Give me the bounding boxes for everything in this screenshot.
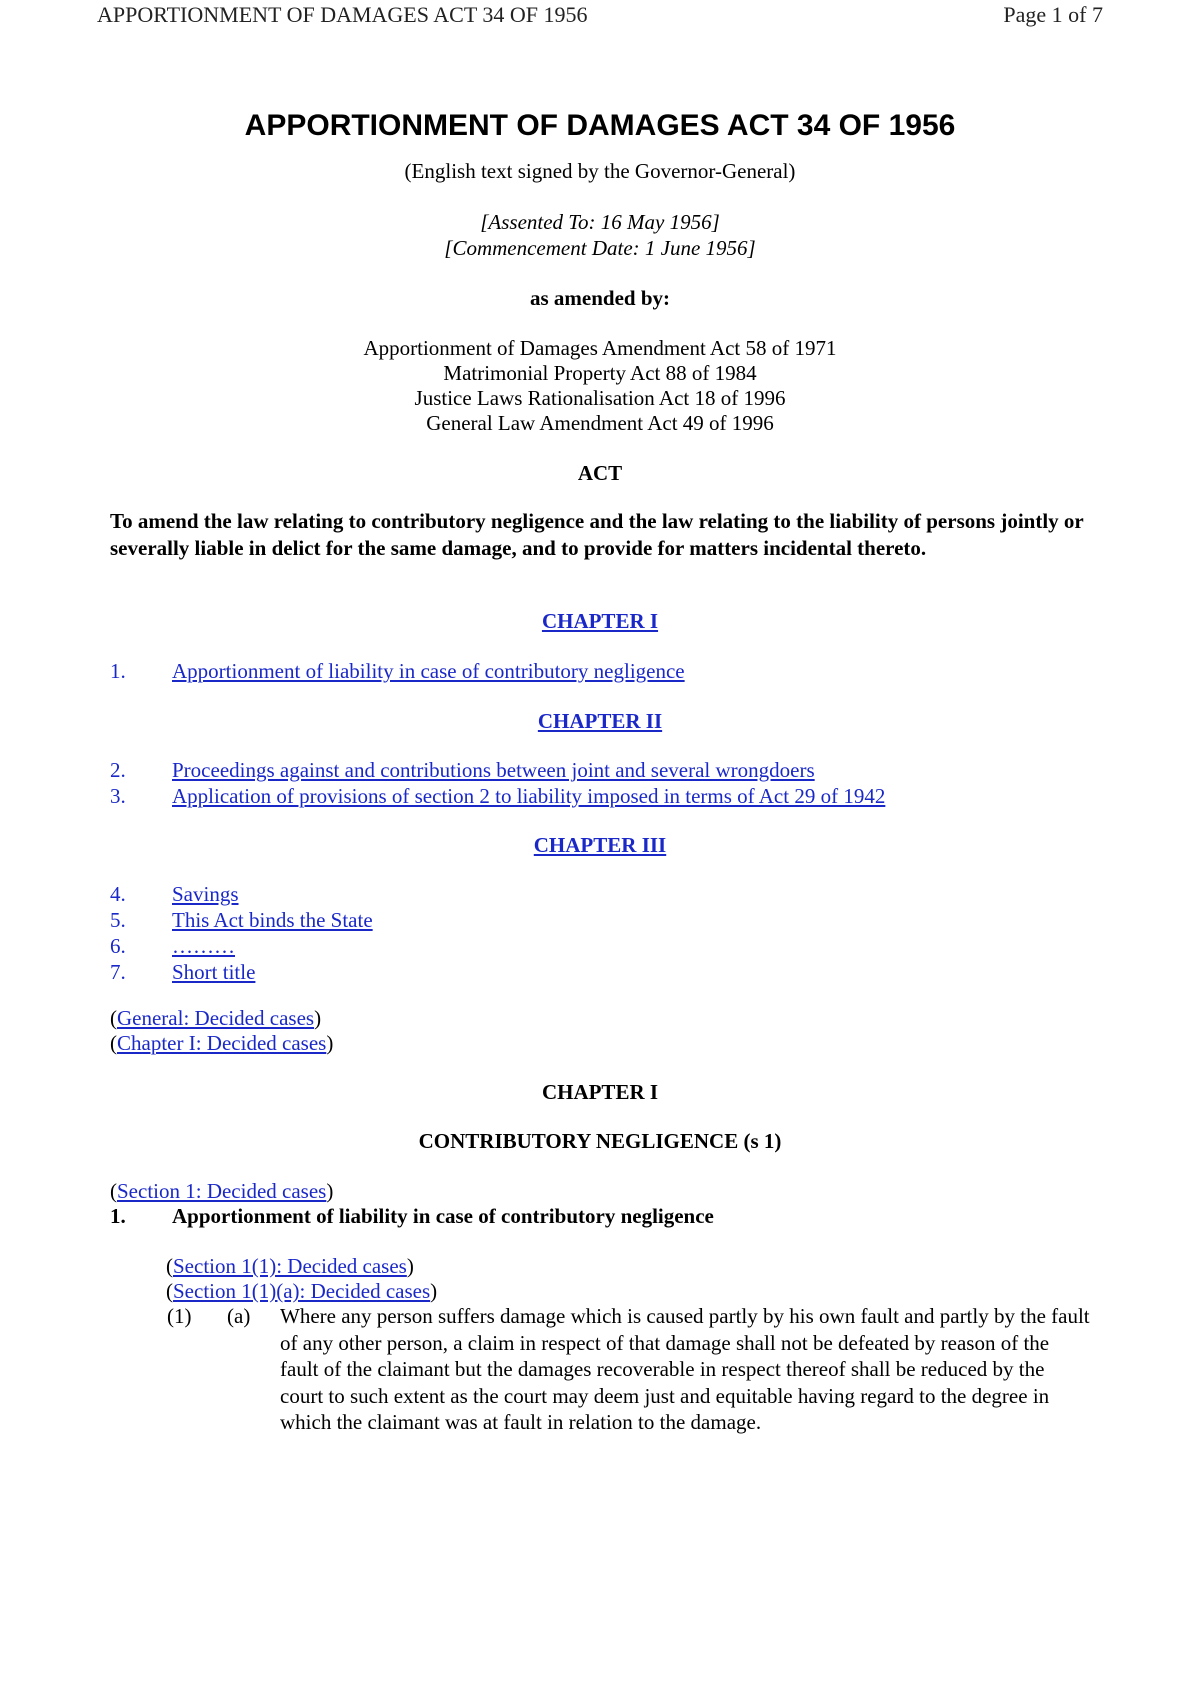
amended-by-heading: as amended by: [529,286,671,310]
toc-item-section-7[interactable]: 7. Short title [110,960,256,984]
toc-chapter-1-list [110,658,685,684]
section-1-decided-cases: (Section 1: Decided cases) [110,1179,334,1203]
general-decided-cases: (General: Decided cases) [110,1006,322,1030]
toc-chapter-1-link[interactable]: CHAPTER I [541,609,659,633]
section-1-1a-decided-cases-link[interactable]: Section 1(1)(a): Decided cases [173,1279,431,1303]
amendment-item: Justice Laws Rationalisation Act 18 of 1996 [414,386,786,410]
assented-date: [Assented To: 16 May 1956] [480,210,720,234]
page-number: Page 1 of 7 [1003,2,1103,27]
toc-item-section-5[interactable]: 5. This Act binds the State [110,908,373,932]
chapter-1-heading: CHAPTER I [541,1080,659,1104]
amendment-item: Apportionment of Damages Amendment Act 58 of 1971 [363,336,837,360]
general-decided-cases-link[interactable]: General: Decided cases [117,1006,315,1030]
section-1-decided-cases-link[interactable]: Section 1: Decided cases [117,1179,327,1203]
toc-chapter-2-heading[interactable] [0,708,1200,734]
toc-item-section-4[interactable]: 4. Savings [110,882,239,906]
commencement-date: [Commencement Date: 1 June 1956] [444,236,756,260]
paragraph-letter: (a) [227,1304,251,1328]
toc-item-section-6[interactable]: 6. ……… [110,934,235,958]
toc-item-section-3[interactable]: 3. Application of provisions of section 2 to liability imposed in terms of Act 29 of 1942 [110,784,886,808]
toc-chapter-3-list [110,881,373,985]
subsection-number: (1) [167,1304,192,1328]
amendment-item: Matrimonial Property Act 88 of 1984 [443,361,757,385]
section-1-1-decided-cases-link[interactable]: Section 1(1): Decided cases [173,1254,407,1278]
section-1-1a-decided-cases: (Section 1(1)(a): Decided cases) [166,1279,438,1303]
act-title: APPORTIONMENT OF DAMAGES ACT 34 OF 1956 [244,109,956,142]
signed-note: (English text signed by the Governor-General) [404,159,796,183]
toc-chapter-3-heading[interactable] [0,832,1200,858]
amendment-item: General Law Amendment Act 49 of 1996 [426,411,774,435]
long-title: To amend the law relating to contributory negligence and the law relating to the liability of persons jointly or severally liable in delict for the same damage, and to provide for matters incidental thereto. [110,509,1084,560]
section-1-title: Apportionment of liability in case of contributory negligence [172,1204,714,1228]
chapter-1-subheading: CONTRIBUTORY NEGLIGENCE (s 1) [418,1129,782,1153]
section-1-number: 1. [110,1204,126,1228]
toc-item-section-1[interactable]: 1. Apportionment of liability in case of contributory negligence [110,659,685,683]
running-header-title: APPORTIONMENT OF DAMAGES ACT 34 OF 1956 [97,2,588,27]
toc-chapter-2-list [110,757,885,809]
chapter-1-decided-cases: (Chapter I: Decided cases) [110,1031,334,1055]
section-1-1a-text: Where any person suffers damage which is caused partly by his own fault and partly by the fault of any other person, a claim in respect of that damage shall not be defeated by reason of the fault of the claimant but the damages recoverable in respect thereof shall be reduced by the court to such extent as the court may deem just and equitable having regard to the degree in which the claimant was at fault in relation to the damage. [280,1304,1090,1434]
toc-chapter-1-heading[interactable] [0,608,1200,634]
section-1-1-decided-cases: (Section 1(1): Decided cases) [166,1254,414,1278]
act-heading: ACT [577,461,623,485]
toc-chapter-3-link[interactable]: CHAPTER III [533,833,667,857]
chapter-1-decided-cases-link[interactable]: Chapter I: Decided cases [117,1031,327,1055]
toc-item-section-2[interactable]: 2. Proceedings against and contributions between joint and several wrongdoers [110,758,815,782]
toc-chapter-2-link[interactable]: CHAPTER II [537,709,663,733]
